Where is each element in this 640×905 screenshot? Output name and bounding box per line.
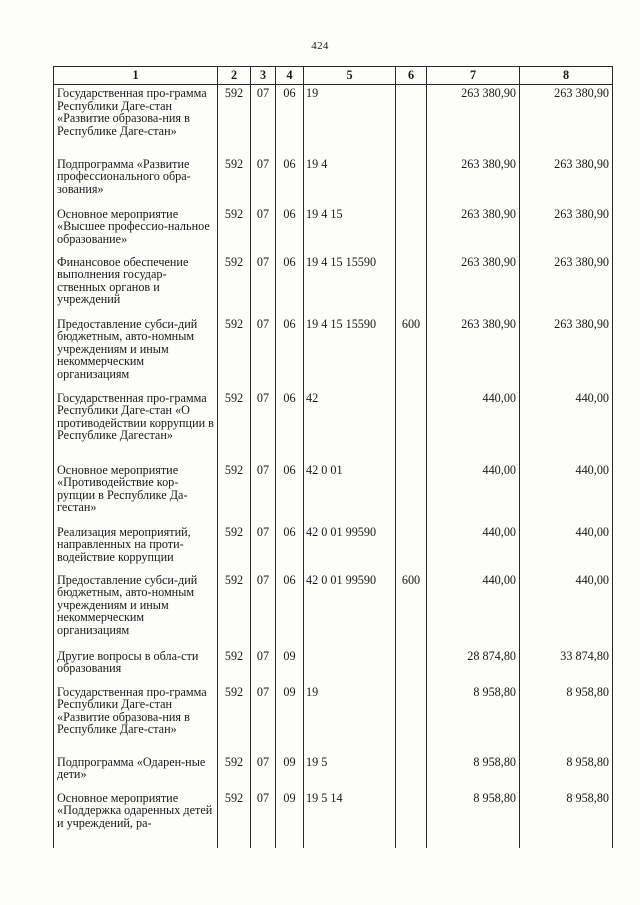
row-ved: 592 <box>218 572 251 648</box>
row-vr <box>396 156 427 206</box>
row-vr <box>396 206 427 254</box>
row-name: Финансовое обеспечение выполнения государ-ственных органов и учреждений <box>54 254 218 316</box>
row-amount-2: 8 958,80 <box>520 754 613 790</box>
table-row <box>54 85 613 156</box>
row-ved: 592 <box>218 648 251 684</box>
row-vr <box>396 754 427 790</box>
row-vr: 600 <box>396 572 427 648</box>
row-ved: 592 <box>218 754 251 790</box>
row-vr <box>396 790 427 848</box>
row-amount-1: 263 380,90 <box>427 85 520 156</box>
table-row <box>54 390 613 462</box>
row-pr: 06 <box>276 316 304 390</box>
row-csr: 19 <box>304 684 396 754</box>
row-ved: 592 <box>218 462 251 524</box>
row-name: Государственная про-грамма Республики Даге-стан «О противодействии коррупции в Республике Дагестан» <box>54 390 218 462</box>
row-amount-1: 263 380,90 <box>427 156 520 206</box>
row-name: Государственная про-грамма Республики Даге-стан «Развитие образова-ния в Республике Даге-стан» <box>54 85 218 156</box>
row-amount-1: 440,00 <box>427 572 520 648</box>
table-row <box>54 524 613 572</box>
row-name: Государственная про-грамма Республики Даге-стан «Развитие образова-ния в Республике Даге-стан» <box>54 684 218 754</box>
page-number: 424 <box>311 40 329 52</box>
row-pr: 09 <box>276 684 304 754</box>
header-cell: 7 <box>427 67 520 85</box>
table-row <box>54 206 613 254</box>
header-cell: 2 <box>218 67 251 85</box>
row-vr <box>396 85 427 156</box>
row-amount-1: 440,00 <box>427 524 520 572</box>
row-pr: 06 <box>276 156 304 206</box>
row-pr: 06 <box>276 572 304 648</box>
header-cell: 1 <box>54 67 218 85</box>
row-amount-2: 263 380,90 <box>520 156 613 206</box>
row-csr: 19 4 <box>304 156 396 206</box>
row-csr: 42 0 01 <box>304 462 396 524</box>
row-pr: 06 <box>276 390 304 462</box>
row-rz: 07 <box>251 85 276 156</box>
header-cell: 4 <box>276 67 304 85</box>
row-vr <box>396 684 427 754</box>
row-ved: 592 <box>218 390 251 462</box>
row-rz: 07 <box>251 754 276 790</box>
row-ved: 592 <box>218 524 251 572</box>
row-name: Подпрограмма «Одарен-ные дети» <box>54 754 218 790</box>
row-amount-1: 8 958,80 <box>427 754 520 790</box>
row-ved: 592 <box>218 85 251 156</box>
row-amount-1: 8 958,80 <box>427 790 520 848</box>
row-csr: 42 0 01 99590 <box>304 572 396 648</box>
table-row <box>54 790 613 848</box>
budget-table <box>53 66 613 848</box>
row-rz: 07 <box>251 648 276 684</box>
row-vr <box>396 524 427 572</box>
row-rz: 07 <box>251 790 276 848</box>
row-pr: 09 <box>276 790 304 848</box>
row-name: Предоставление субси-дий бюджетным, авто-номным учреждениям и иным некоммерческим организациям <box>54 316 218 390</box>
row-name: Основное мероприятие «Поддержка одаренных детей и учреждений, ра- <box>54 790 218 848</box>
row-amount-2: 263 380,90 <box>520 85 613 156</box>
row-csr: 19 4 15 15590 <box>304 254 396 316</box>
row-csr: 19 <box>304 85 396 156</box>
row-pr: 09 <box>276 648 304 684</box>
row-csr: 19 5 14 <box>304 790 396 848</box>
row-pr: 06 <box>276 254 304 316</box>
row-ved: 592 <box>218 790 251 848</box>
row-amount-2: 33 874,80 <box>520 648 613 684</box>
table-row <box>54 316 613 390</box>
row-pr: 06 <box>276 206 304 254</box>
row-rz: 07 <box>251 462 276 524</box>
row-amount-1: 8 958,80 <box>427 684 520 754</box>
table-row <box>54 156 613 206</box>
row-amount-2: 440,00 <box>520 390 613 462</box>
row-amount-2: 263 380,90 <box>520 316 613 390</box>
row-pr: 06 <box>276 524 304 572</box>
row-amount-2: 263 380,90 <box>520 254 613 316</box>
row-pr: 06 <box>276 462 304 524</box>
table-row <box>54 648 613 684</box>
row-rz: 07 <box>251 524 276 572</box>
row-ved: 592 <box>218 684 251 754</box>
row-amount-2: 8 958,80 <box>520 790 613 848</box>
row-amount-2: 263 380,90 <box>520 206 613 254</box>
row-rz: 07 <box>251 684 276 754</box>
table-row <box>54 754 613 790</box>
header-cell: 8 <box>520 67 613 85</box>
header-cell: 6 <box>396 67 427 85</box>
row-csr: 42 <box>304 390 396 462</box>
row-name: Основное мероприятие «Высшее профессио-нальное образование» <box>54 206 218 254</box>
row-rz: 07 <box>251 390 276 462</box>
table-row <box>54 572 613 648</box>
row-ved: 592 <box>218 156 251 206</box>
row-amount-2: 440,00 <box>520 524 613 572</box>
row-vr <box>396 254 427 316</box>
table-row <box>54 462 613 524</box>
row-name: Другие вопросы в обла-сти образования <box>54 648 218 684</box>
row-amount-2: 8 958,80 <box>520 684 613 754</box>
row-name: Основное мероприятие «Противодействие кор-рупции в Республике Да-гестан» <box>54 462 218 524</box>
row-csr: 19 4 15 <box>304 206 396 254</box>
row-csr: 42 0 01 99590 <box>304 524 396 572</box>
row-pr: 06 <box>276 85 304 156</box>
row-amount-2: 440,00 <box>520 462 613 524</box>
row-name: Предоставление субси-дий бюджетным, авто-номным учреждениям и иным некоммерческим организациям <box>54 572 218 648</box>
row-name: Подпрограмма «Развитие профессионального обра-зования» <box>54 156 218 206</box>
row-name: Реализация мероприятий, направленных на проти-водействие коррупции <box>54 524 218 572</box>
row-rz: 07 <box>251 316 276 390</box>
row-vr: 600 <box>396 316 427 390</box>
row-vr <box>396 648 427 684</box>
row-rz: 07 <box>251 572 276 648</box>
row-vr <box>396 390 427 462</box>
row-amount-2: 440,00 <box>520 572 613 648</box>
row-ved: 592 <box>218 316 251 390</box>
row-csr: 19 5 <box>304 754 396 790</box>
row-amount-1: 263 380,90 <box>427 254 520 316</box>
row-vr <box>396 462 427 524</box>
header-row <box>54 67 613 85</box>
table-row <box>54 684 613 754</box>
row-csr: 19 4 15 15590 <box>304 316 396 390</box>
row-rz: 07 <box>251 254 276 316</box>
header-cell: 5 <box>304 67 396 85</box>
row-amount-1: 28 874,80 <box>427 648 520 684</box>
row-ved: 592 <box>218 254 251 316</box>
row-pr: 09 <box>276 754 304 790</box>
row-amount-1: 263 380,90 <box>427 316 520 390</box>
row-amount-1: 263 380,90 <box>427 206 520 254</box>
row-amount-1: 440,00 <box>427 462 520 524</box>
row-rz: 07 <box>251 156 276 206</box>
header-cell: 3 <box>251 67 276 85</box>
row-rz: 07 <box>251 206 276 254</box>
row-amount-1: 440,00 <box>427 390 520 462</box>
row-ved: 592 <box>218 206 251 254</box>
table-row <box>54 254 613 316</box>
row-csr <box>304 648 396 684</box>
